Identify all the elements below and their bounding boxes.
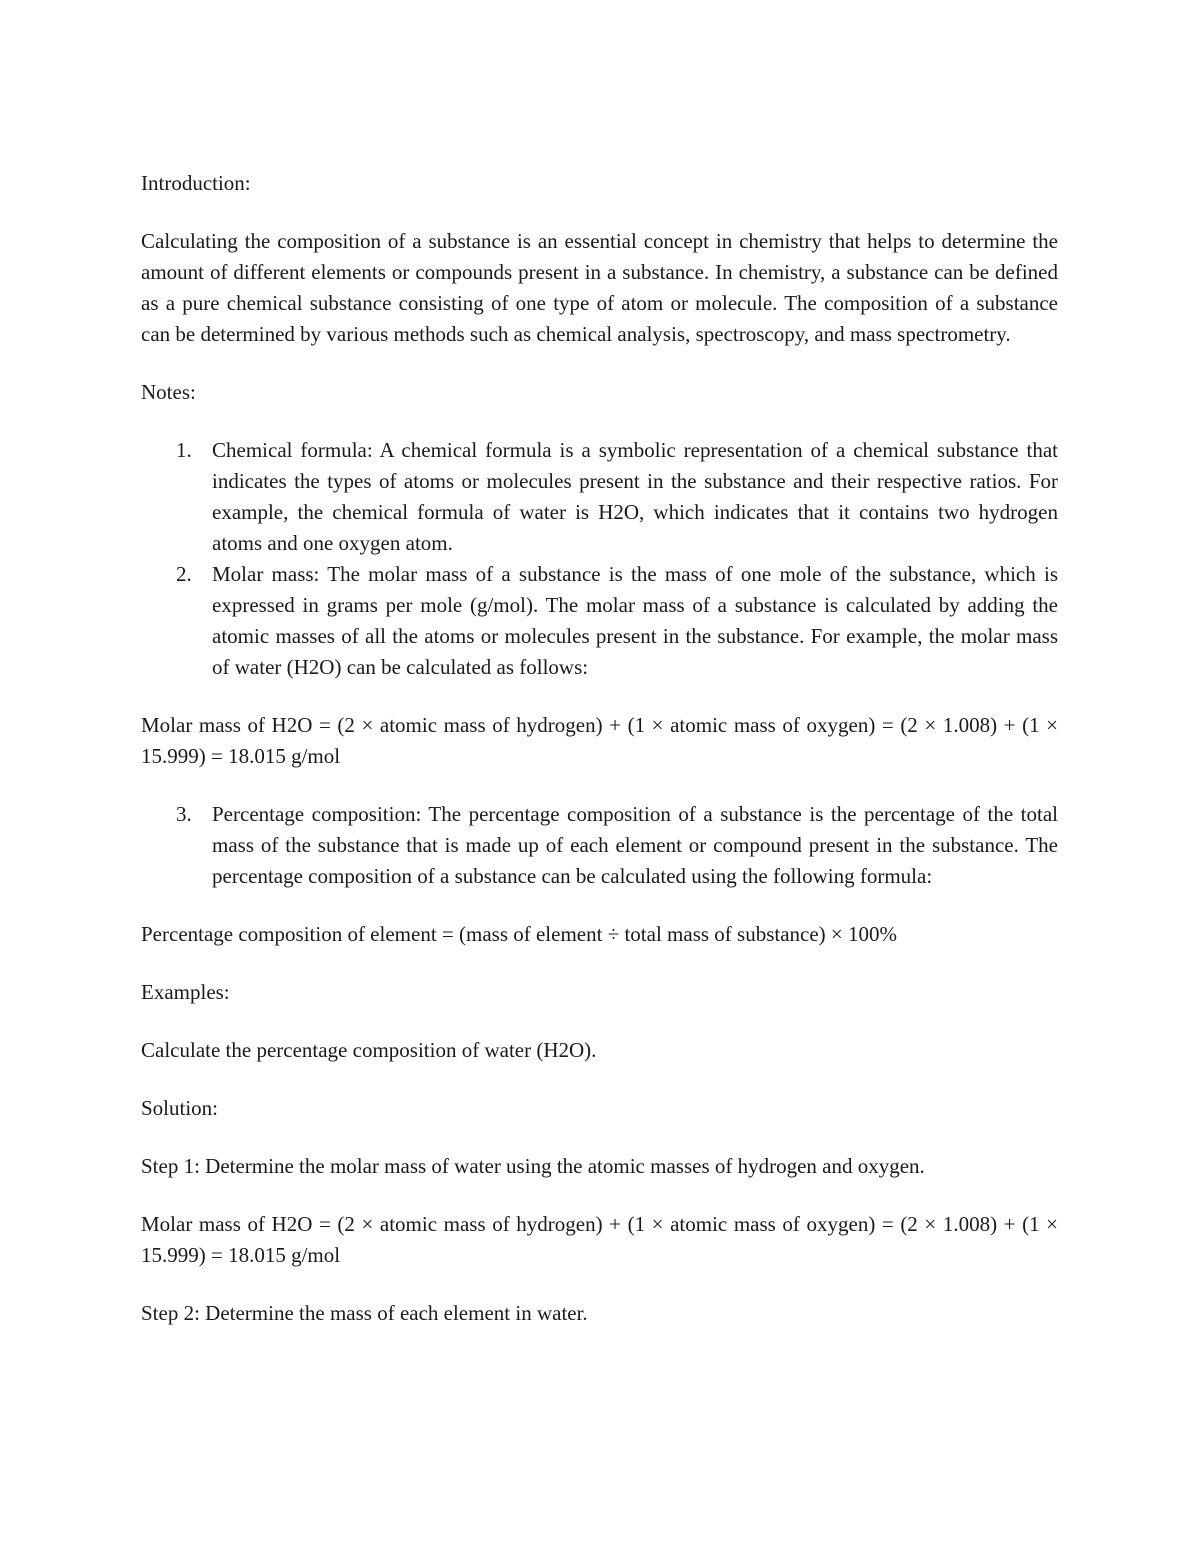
molar-mass-formula: Molar mass of H2O = (2 × atomic mass of hydrogen) + (1 × atomic mass of oxygen) = (2 × 1.008) + (1 × 15.999) = 18.015 g/mol: [141, 713, 1058, 768]
list-item: [141, 799, 1058, 892]
step-1-formula: Molar mass of H2O = (2 × atomic mass of hydrogen) + (1 × atomic mass of oxygen) = (2 × 1.008) + (1 × 15.999) = 18.015 g/mol: [141, 1212, 1058, 1267]
list-item-text: Molar mass: The molar mass of a substance is the mass of one mole of the substance, which is expressed in grams per mole (g/mol). The molar mass of a substance is calculated by adding the atomic masses of all the atoms or molecules present in the substance. For example, the molar mass of water (H2O) can be calculated as follows:: [212, 562, 1058, 679]
notes-list-continued: [141, 799, 1058, 892]
step-1-text: Step 1: Determine the molar mass of water using the atomic masses of hydrogen and oxygen.: [141, 1154, 925, 1178]
introduction-paragraph: Calculating the composition of a substance is an essential concept in chemistry that helps to determine the amount of different elements or compounds present in a substance. In chemistry, a substance can be defined as a pure chemical substance consisting of one type of atom or molecule. The composition of a substance can be determined by various methods such as chemical analysis, spectroscopy, and mass spectrometry.: [141, 229, 1058, 346]
list-item-number: 2.: [176, 562, 192, 586]
solution-heading: Solution:: [141, 1096, 219, 1120]
list-item: [141, 435, 1058, 559]
list-item: [141, 559, 1058, 683]
list-item-number: 1.: [176, 438, 192, 462]
notes-heading: Notes:: [141, 380, 196, 404]
step-2-text: Step 2: Determine the mass of each element in water.: [141, 1301, 588, 1325]
notes-list: [141, 435, 1058, 683]
example-question: Calculate the percentage composition of water (H2O).: [141, 1038, 597, 1062]
list-item-number: 3.: [176, 802, 192, 826]
list-item-text: Chemical formula: A chemical formula is a symbolic representation of a chemical substance that indicates the types of atoms or molecules present in the substance and their respective ratios. For example, the chemical formula of water is H2O, which indicates that it contains two hydrogen atoms and one oxygen atom.: [212, 438, 1058, 555]
introduction-heading: Introduction:: [141, 171, 251, 195]
examples-heading: Examples:: [141, 980, 230, 1004]
list-item-text: Percentage composition: The percentage composition of a substance is the percentage of the total mass of the substance that is made up of each element or compound present in the substance. The percentage composition of a substance can be calculated using the following formula:: [212, 802, 1058, 888]
document-content: [141, 168, 1058, 1329]
percentage-composition-formula: Percentage composition of element = (mass of element ÷ total mass of substance) × 100%: [141, 922, 898, 946]
